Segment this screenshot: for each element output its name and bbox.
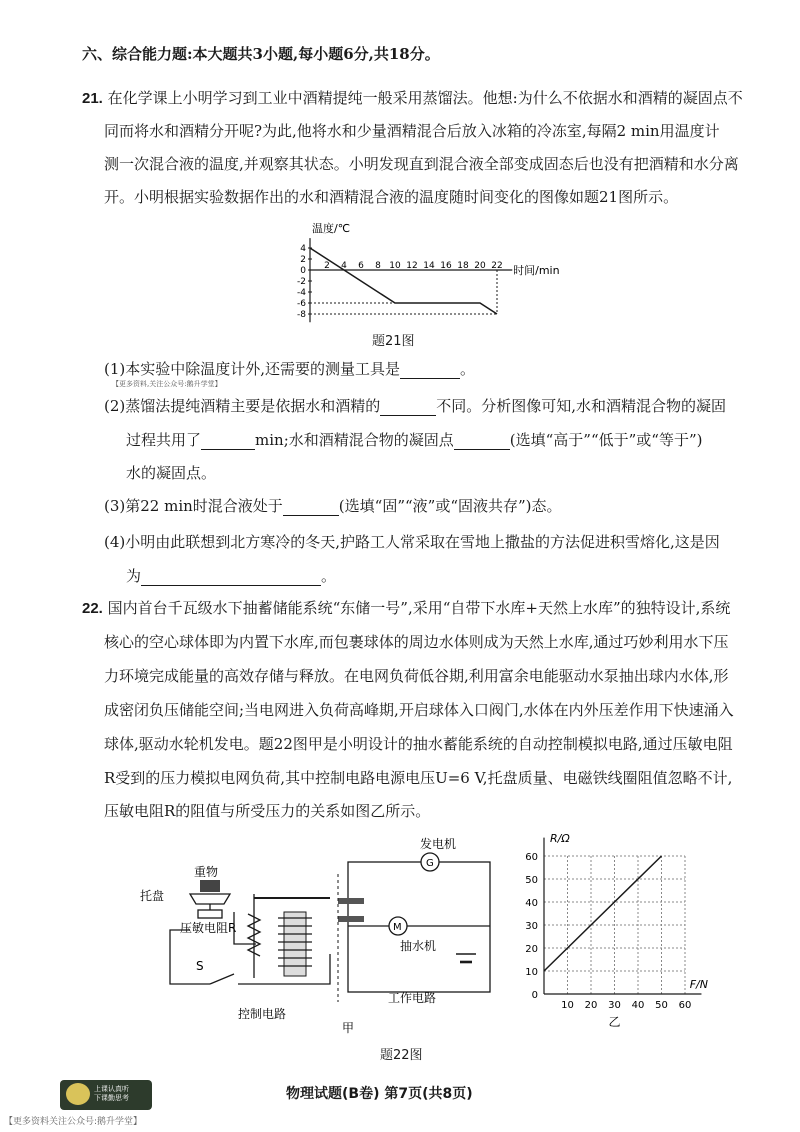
- motor-symbol-text: M: [393, 922, 402, 933]
- q21-sub2-line2: [126, 430, 702, 450]
- q21-sub1: [104, 359, 475, 379]
- q21-sub1-end: 。: [460, 360, 476, 378]
- q21-sub3: [104, 496, 562, 516]
- y-tick-label: -2: [297, 277, 306, 287]
- logo-text-line1: 上课认真听: [94, 1085, 129, 1093]
- q22-text-4: 成密闭负压储能空间;当电网进入负荷高峰期,开启球体入口阀门,水体在内外压差作用下快速涌入: [104, 701, 734, 719]
- y-tick-label: 50: [525, 875, 538, 886]
- q22-text-6: R受到的压力模拟电网负荷,其中控制电路电源电压U=6 V,托盘质量、电磁铁线圈阻值忽略不计,: [104, 769, 733, 787]
- y-tick-label: 2: [300, 255, 306, 265]
- q21-sub2-text-b: 不同。分析图像可知,水和酒精混合物的凝固: [436, 397, 727, 415]
- x-tick-label: 40: [631, 1000, 645, 1011]
- x-tick-label: 8: [375, 261, 381, 271]
- x-tick-label: 60: [678, 1000, 692, 1011]
- x-tick-label: 14: [423, 261, 435, 271]
- work-circuit-label: 工作电路: [388, 991, 437, 1005]
- q21-sub2-blank-2[interactable]: [201, 434, 255, 450]
- y-tick-label: 20: [525, 944, 538, 955]
- q21-sub2-text-e: (选填“高于”“低于”或“等于”): [509, 431, 703, 449]
- q21-intro-3: 测一次混合液的温度,并观察其状态。小明发现直到混合液全部变成固态后也没有把酒精和水分离: [104, 155, 739, 173]
- q22-text-7: 压敏电阻R的阻值与所受压力的关系如图乙所示。: [104, 802, 431, 820]
- q21-sub2-text-d: min;水和酒精混合物的凝固点: [255, 431, 454, 449]
- circuit-figure-label: 甲: [342, 1021, 355, 1035]
- switch-label: S: [196, 959, 204, 973]
- figure-22-plot: [525, 832, 708, 1029]
- section-title: 六、综合能力题:本大题共3小题,每小题6分,共18分。: [82, 45, 440, 63]
- pressure-resistor: [198, 910, 222, 918]
- logo-emblem: [66, 1083, 90, 1105]
- q21-sub1-blank[interactable]: [400, 363, 460, 379]
- q21-sub2-text-c: 过程共用了: [126, 431, 202, 449]
- resistor-label: 压敏电阻R: [180, 921, 237, 935]
- control-circuit-label: 控制电路: [238, 1007, 287, 1021]
- motor-symbol: [389, 917, 407, 935]
- q21-sub2-text-a: (2)蒸馏法提纯酒精主要是依据水和酒精的: [104, 397, 381, 415]
- q22-number: 22.: [82, 600, 103, 617]
- x-tick-label: 30: [608, 1000, 621, 1011]
- x-tick-label: 18: [457, 261, 469, 271]
- x-tick-label: 22: [491, 261, 503, 271]
- figure-21-caption: 题21图: [372, 334, 415, 349]
- q21-sub3-text-a: (3)第22 min时混合液处于: [104, 497, 283, 515]
- y-axis-label: 温度/℃: [312, 222, 351, 235]
- y-tick-label: 60: [525, 852, 538, 863]
- q22-text-5: 球体,驱动水轮机发电。题22图甲是小明设计的抽水蓄能系统的自动控制模拟电路,通过压敏电阻: [104, 735, 733, 753]
- x-tick-label: 2: [324, 261, 330, 271]
- q21-sub2-line3: 水的凝固点。: [126, 464, 217, 482]
- q21-sub2-blank-1[interactable]: [380, 400, 436, 416]
- x-tick-label: 4: [341, 261, 347, 271]
- pump-label: 抽水机: [400, 939, 437, 953]
- q22-line-1: [82, 598, 730, 619]
- q21-sub4-text-a: 为: [126, 567, 142, 585]
- q22-text-2: 核心的空心球体即为内置下水库,而包裹球体的周边水体则成为天然上水库,通过巧妙利用水下压: [104, 633, 729, 651]
- figure-21-chart: [280, 220, 560, 325]
- x-tick-label: 16: [440, 261, 452, 271]
- x-tick-label: 50: [655, 1000, 668, 1011]
- x-axis-label: F/N: [689, 978, 708, 991]
- q21-sub4-blank[interactable]: [141, 570, 321, 586]
- q21-intro-1: 在化学课上小明学习到工业中酒精提纯一般采用蒸馏法。他想:为什么不依据水和酒精的凝固点不: [107, 89, 743, 107]
- graph-figure-label: 乙: [608, 1015, 621, 1029]
- q21-sub3-text-b: (选填“固”“液”或“固液共存”)态。: [338, 497, 562, 515]
- relay-contacts: [338, 898, 364, 922]
- q21-sub4-line2: [126, 566, 336, 586]
- y-tick-label: 40: [525, 898, 538, 909]
- q21-sub4-line1: (4)小明由此联想到北方寒冷的冬天,护路工人常采取在雪地上撒盐的方法促进积雪熔化,这是因: [104, 533, 720, 551]
- q21-intro-4: 开。小明根据实验数据作出的水和酒精混合液的温度随时间变化的图像如题21图所示。: [104, 188, 679, 206]
- figure-21-plot: [297, 221, 560, 322]
- q21-sub3-blank[interactable]: [283, 500, 339, 516]
- y-axis-label: R/Ω: [550, 832, 570, 846]
- q21-sub1-text: (1)本实验中除温度计外,还需要的测量工具是: [104, 360, 401, 378]
- y-tick-label: 30: [525, 921, 538, 932]
- x-tick-label: 12: [406, 261, 418, 271]
- weight-block: [200, 880, 220, 892]
- logo-text-line2: 下课勤思考: [94, 1094, 129, 1102]
- x-tick-label: 10: [389, 261, 401, 271]
- y-tick-label: 10: [525, 967, 538, 978]
- q21-line-1: [82, 88, 743, 109]
- q22-text-3: 力环境完成能量的高效存储与释放。在电网负荷低谷期,利用富余电能驱动水泵抽出球内水体,形: [104, 667, 729, 685]
- q22-text-1: 国内首台千瓦级水下抽蓄储能系统“东储一号”,采用“自带下水库+天然上水库”的独特设计,系统: [107, 599, 731, 617]
- lower-contact: [338, 916, 364, 922]
- figure-22-circuit: [130, 834, 510, 1034]
- origin-label: 0: [531, 990, 538, 1001]
- resistance-line: [544, 856, 662, 971]
- bottom-watermark: 【更多资料关注公众号:鹅升学堂】: [4, 1117, 143, 1127]
- q21-sub2-line1: [104, 396, 726, 416]
- logo-text: [94, 1085, 129, 1103]
- control-wire-left: [170, 930, 210, 984]
- weight-label: 重物: [194, 865, 219, 879]
- x-tick-label: 20: [474, 261, 486, 271]
- x-tick-label: 10: [561, 1000, 574, 1011]
- tray: [190, 894, 230, 904]
- generator-symbol: [421, 853, 439, 871]
- work-circuit: [348, 862, 490, 992]
- y-tick-label: 4: [300, 244, 306, 254]
- temperature-line: [310, 248, 497, 314]
- tray-label: 托盘: [140, 889, 165, 903]
- generator-label: 发电机: [420, 837, 457, 851]
- figure-22-graph: [510, 832, 720, 1029]
- generator-symbol-text: G: [426, 858, 434, 869]
- watermark-note: 【更多资料,关注公众号:鹅升学堂】: [112, 380, 222, 388]
- x-tick-label: 6: [358, 261, 364, 271]
- y-tick-label: 0: [300, 266, 306, 276]
- electromagnet: [278, 912, 312, 976]
- y-tick-label: -6: [297, 299, 306, 309]
- work-circuit-wires: [348, 862, 490, 992]
- q21-number: 21.: [82, 90, 103, 107]
- page-footer: 物理试题(B卷) 第7页(共8页): [286, 1086, 473, 1102]
- figure-22-caption: 题22图: [380, 1048, 423, 1063]
- x-tick-label: 20: [584, 1000, 598, 1011]
- y-tick-label: -8: [297, 310, 306, 320]
- x-axis-label: 时间/min: [513, 264, 560, 277]
- q21-sub4-text-b: 。: [321, 567, 337, 585]
- switch-blade: [210, 974, 234, 984]
- upper-contact: [338, 898, 364, 904]
- q21-sub2-blank-3[interactable]: [454, 434, 510, 450]
- q21-intro-2: 同而将水和酒精分开呢?为此,他将水和少量酒精混合后放入冰箱的冷冻室,每隔2 min用温度计: [104, 122, 720, 140]
- y-tick-label: -4: [297, 288, 306, 298]
